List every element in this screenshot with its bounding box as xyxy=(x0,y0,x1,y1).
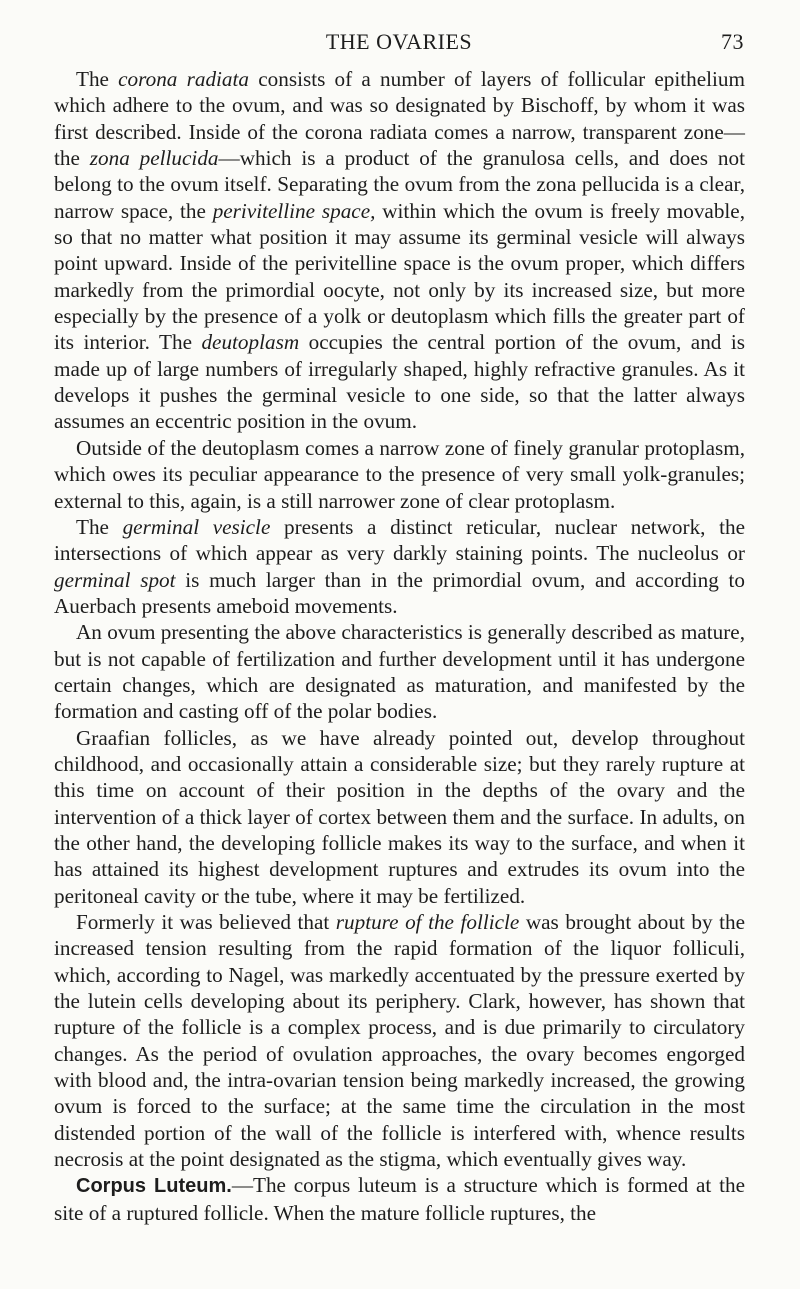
italic-term: germinal spot xyxy=(54,567,176,592)
text-segment: Outside of the deutoplasm comes a narrow zone of finely granular protoplasm, which owes its peculiar appearance to the presence of very small yolk-granules; external to this, again, is a still narrower zone of clear protoplasm. xyxy=(54,435,745,513)
paragraph xyxy=(54,66,745,435)
text-segment: presents a distinct reticular, nuclear network, the intersections of which appear as very darkly staining points. The nucleolus or xyxy=(54,514,745,566)
body-text xyxy=(54,66,745,1226)
text-segment: The xyxy=(76,67,119,91)
section-heading: Corpus Luteum. xyxy=(76,1175,232,1198)
text-segment: An ovum presenting the above characteristics is generally described as mature, but is not capable of fertilization and further development until it has undergone certain changes, which are designated as maturation, and manifested by the formation and casting off of the polar bodies. xyxy=(54,620,745,724)
italic-term: perivitelline space, xyxy=(212,198,376,223)
paragraph xyxy=(54,619,745,724)
text-segment: within which the ovum is freely movable, so that no matter what position it may assume its germinal vesicle will always point upward. Inside of the perivitelline space is the ovum proper, which differs markedly from the primordial oocyte, not only by its increased size, but more especially by the presence of a yolk or deutoplasm which fills the greater part of its interior. The xyxy=(54,198,745,355)
paragraph xyxy=(54,514,745,619)
text-segment: Graafian follicles, as we have already pointed out, develop throughout childhood, and occasionally attain a considerable size; but they rarely rupture at this time on account of their position in the depths of the ovary and the intervention of a thick layer of cortex between them and the surface. In adults, on the other hand, the developing follicle makes its way to the surface, and when it has attained its highest development ruptures and extrudes its ovum into the peritoneal cavity or the tube, where it may be fertilized. xyxy=(54,725,745,908)
text-segment: The xyxy=(76,514,123,539)
text-segment: —The corpus luteum is a structure which is formed at the site of a ruptured follicle. When the mature follicle ruptures, the xyxy=(54,1173,745,1225)
text-segment: consists of a number of layers of follicular epithelium which adhere to the ovum, and was so designated by Bischoff, by whom it was first described. Inside of the corona radiata comes a narrow, transparent zone—the xyxy=(54,67,745,171)
italic-term: deutoplasm xyxy=(201,330,300,355)
page-number: 73 xyxy=(721,29,744,54)
running-head xyxy=(54,22,744,62)
italic-term: germinal vesicle xyxy=(122,514,271,539)
paragraph xyxy=(54,909,745,1172)
italic-term: corona radiata xyxy=(118,67,250,91)
text-segment: Formerly it was believed that xyxy=(76,910,336,934)
text-segment: —which is a product of the granulosa cells, and does not belong to the ovum itself. Separating the ovum from the zona pellucida is a clear, narrow space, the xyxy=(54,146,745,223)
paragraph xyxy=(54,725,745,909)
paragraph xyxy=(54,1172,745,1226)
text-segment: is much larger than in the primordial ovum, and according to Auerbach presents ameboid movements. xyxy=(54,567,745,618)
paragraph xyxy=(54,435,745,514)
chapter-title: THE OVARIES xyxy=(325,29,473,54)
italic-term: rupture of the follicle xyxy=(335,910,520,934)
text-segment: occupies the central portion of the ovum, and is made up of large numbers of irregularly shaped, highly refractive granules. As it develops it pushes the germinal vesicle to one side, so that the latter always assumes an eccentric position in the ovum. xyxy=(54,330,745,434)
italic-term: zona pellucida xyxy=(89,146,219,171)
text-segment: was brought about by the increased tension resulting from the rapid formation of the liquor folliculi, which, according to Nagel, was markedly accentuated by the pressure exerted by the lutein cells developing about its periphery. Clark, however, has shown that rupture of the follicle is a complex process, and is due primarily to circulatory changes. As the period of ovulation approaches, the ovary becomes engorged with blood and, the intra-ovarian tension being markedly increased, the growing ovum is forced to the surface; at the same time the circulation in the most distended portion of the wall of the follicle is interfered with, whence results necrosis at the point designated as the stigma, which eventually gives way. xyxy=(54,910,745,1172)
